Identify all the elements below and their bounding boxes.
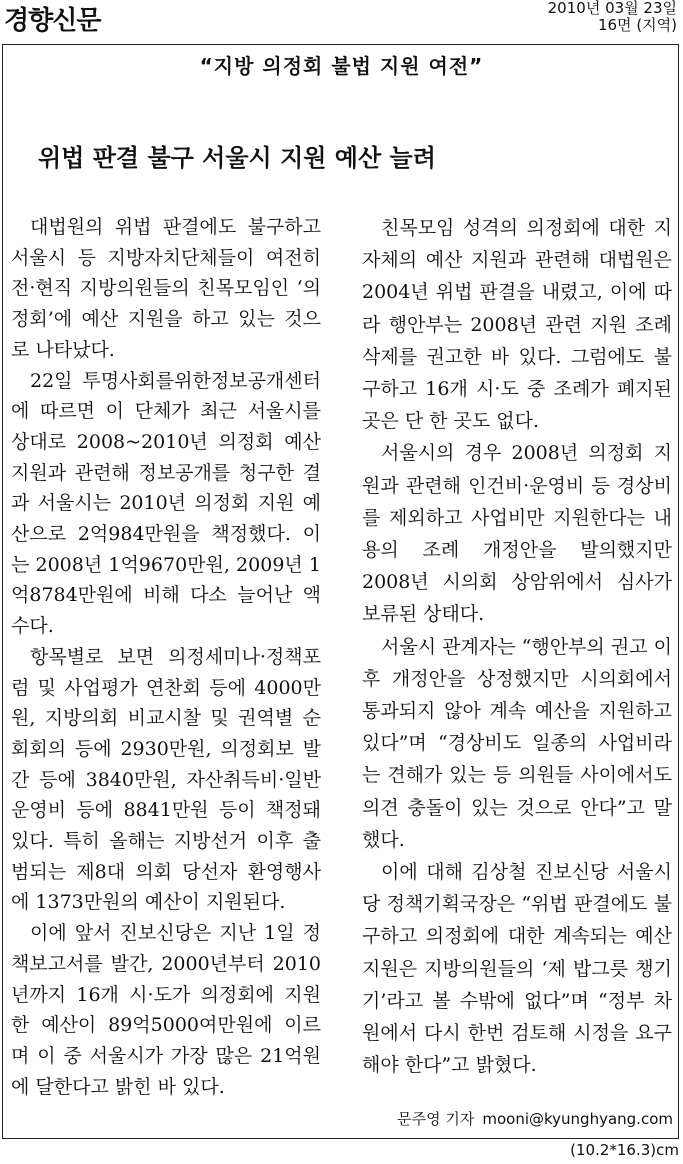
article-column-right <box>362 212 672 1081</box>
paragraph: 이에 앞서 진보신당은 지난 1일 정책보고서를 발간, 2000년부터 2010년까지 16개 시·도가 의정회에 지원한 예산이 89억5000여만원에 이르며 이 중 서울시가 가장 많은 21억원에 달한다고 밝힌 바 있다. <box>11 922 321 1098</box>
paragraph: 친목모임 성격의 의정회에 대한 지자체의 예산 지원과 관련해 대법원은 2004년 위법 판결을 내렸고, 이에 따라 행안부는 2008년 관련 지원 조례 삭제를 권고한 바 있다. 그럼에도 불구하고 16개 시·도 중 조례가 폐지된 곳은 단 한 곳도 없다. <box>362 217 672 433</box>
clipping-size-note: (10.2*16.3)cm <box>570 1141 679 1159</box>
article-subhead: 위법 판결 불구 서울시 지원 예산 늘려 <box>38 144 436 172</box>
publication-date: 2010년 03월 23일 <box>547 0 677 17</box>
article-headline: “지방 의정회 불법 지원 여전” <box>199 54 484 78</box>
paragraph: 22일 투명사회를위한정보공개센터에 따르면 이 단체가 최근 서울시를 상대로 2008~2010년 의정회 예산 지원과 관련해 정보공개를 청구한 결과 서울시는 2010년 의정회 지원 예산으로 2억984만원을 책정했다. 이는 2008년 1억9670만원, 2009년 1억8784만원에 비해 다소 늘어난 액수다. <box>11 369 321 638</box>
paragraph: 서울시 관계자는 “행안부의 권고 이후 개정안을 상정했지만 시의회에서 통과되지 않아 계속 예산을 지원하고 있다”며 “경상비도 일종의 사업비라는 견해가 있는 등 의원들 사이에서도 의견 충돌이 있는 것으로 안다”고 말했다. <box>362 635 672 851</box>
paragraph: 이에 대해 김상철 진보신당 서울시당 정책기획국장은 “위법 판결에도 불구하고 의정회에 대한 계속되는 예산 지원은 지방의원들의 ‘제 밥그릇 챙기기’라고 볼 수밖에 없다”며 “정부 차원에서 다시 한번 검토해 시정을 요구해야 한다”고 밝혔다. <box>362 861 672 1077</box>
article-column-left <box>11 212 321 1102</box>
paragraph: 서울시의 경우 2008년 의정회 지원과 관련해 인건비·운영비 등 경상비를 제외하고 사업비만 지원한다는 내용의 조례 개정안을 발의했지만 2008년 시의회 상암위에서 심사가 보류된 상태다. <box>362 442 672 626</box>
dateline <box>548 0 677 34</box>
byline <box>397 1108 673 1129</box>
reporter-name: 문주영 기자 <box>397 1110 475 1128</box>
page-section: 16면 (지역) <box>597 16 677 34</box>
newspaper-masthead: 경향신문 <box>4 6 101 36</box>
reporter-email: mooni@kyunghyang.com <box>482 1110 673 1128</box>
paragraph: 항목별로 보면 의정세미나·정책포럼 및 사업평가 연찬회 등에 4000만원, 지방의회 비교시찰 및 권역별 순회회의 등에 2930만원, 의정회보 발간 등에 3840만원, 자산취득비·일반운영비 등에 8841만원 등이 책정돼 있다. 특히 올해는 지방선거 이후 출범되는 제8대 의회 당선자 환영행사에 1373만원의 예산이 지원된다. <box>11 645 321 914</box>
paragraph: 대법원의 위법 판결에도 불구하고 서울시 등 지방자치단체들이 여전히 전·현직 지방의원들의 친목모임인 ‘의정회’에 예산 지원을 하고 있는 것으로 나타났다. <box>11 216 321 361</box>
